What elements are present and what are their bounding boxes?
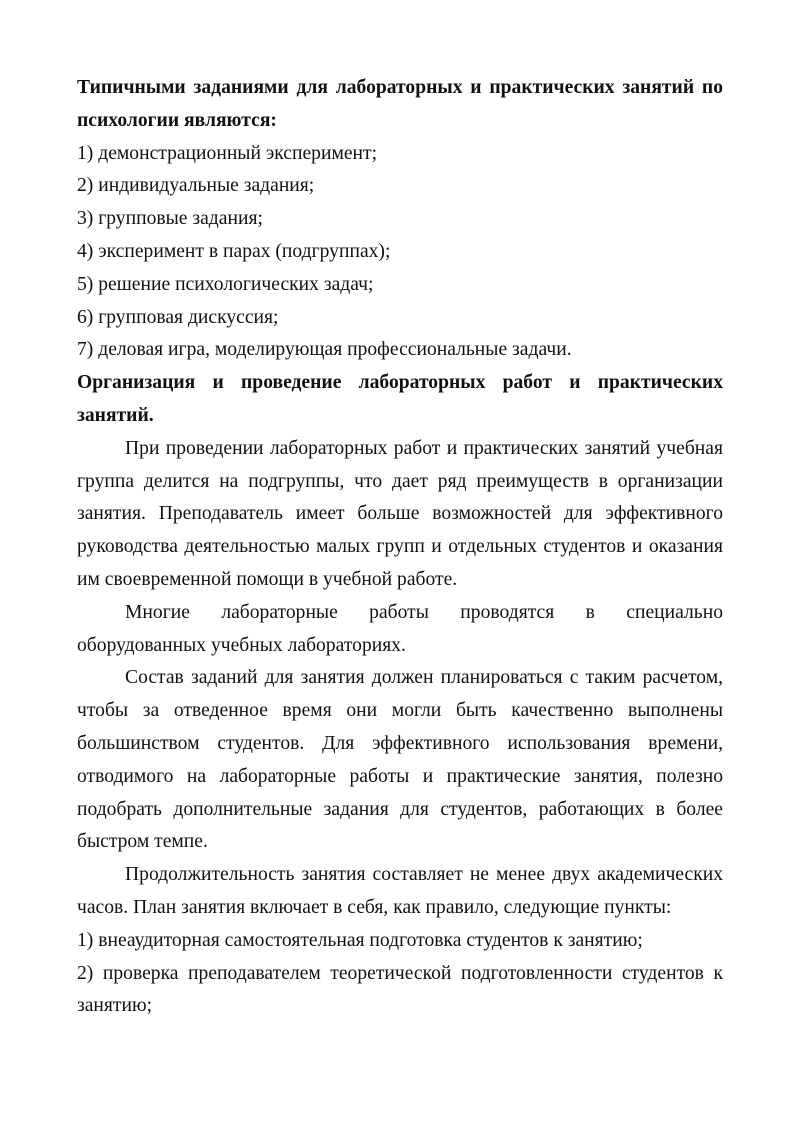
paragraph: Многие лабораторные работы проводятся в специально оборудованных учебных лабораториях. bbox=[77, 601, 723, 656]
section-heading-typical-tasks: Типичными заданиями для лабораторных и практических занятий по психологии являются: bbox=[77, 77, 723, 131]
list-item: 2) проверка преподавателем теоретической подготовленности студентов к занятию; bbox=[77, 962, 723, 1017]
list-item: 5) решение психологических задач; bbox=[77, 273, 374, 295]
paragraph: При проведении лабораторных работ и практических занятий учебная группа делится на подгруппы, что дает ряд преимуществ в организации занятия. Преподаватель имеет больше возможностей для эффективного руководства деятельностью малых групп и отдельных студентов и оказания им своевременной помощи в учебной работе. bbox=[77, 437, 723, 590]
task-list bbox=[77, 138, 723, 368]
list-item: 6) групповая дискуссия; bbox=[77, 306, 279, 328]
plan-list bbox=[77, 925, 723, 1023]
list-item: 7) деловая игра, моделирующая профессиональные задачи. bbox=[77, 339, 572, 361]
section-heading-organization: Организация и проведение лабораторных работ и практических занятий. bbox=[77, 372, 723, 426]
paragraph: Продолжительность занятия составляет не менее двух академических часов. План занятия включает в себя, как правило, следующие пункты: bbox=[77, 864, 723, 918]
document-body bbox=[77, 72, 723, 1023]
list-item: 3) групповые задания; bbox=[77, 208, 263, 230]
list-item: 2) индивидуальные задания; bbox=[77, 175, 315, 197]
paragraph: Состав заданий для занятия должен планироваться с таким расчетом, чтобы за отведенное время они могли быть качественно выполнены большинством студентов. Для эффективного использования времени, отводимого на лабораторные работы и практические занятия, полезно подобрать дополнительные задания для студентов, работающих в более быстром темпе. bbox=[77, 667, 723, 853]
list-item: 4) эксперимент в парах (подгруппах); bbox=[77, 240, 391, 262]
list-item: 1) демонстрационный эксперимент; bbox=[77, 142, 378, 164]
list-item: 1) внеаудиторная самостоятельная подготовка студентов к занятию; bbox=[77, 929, 643, 951]
